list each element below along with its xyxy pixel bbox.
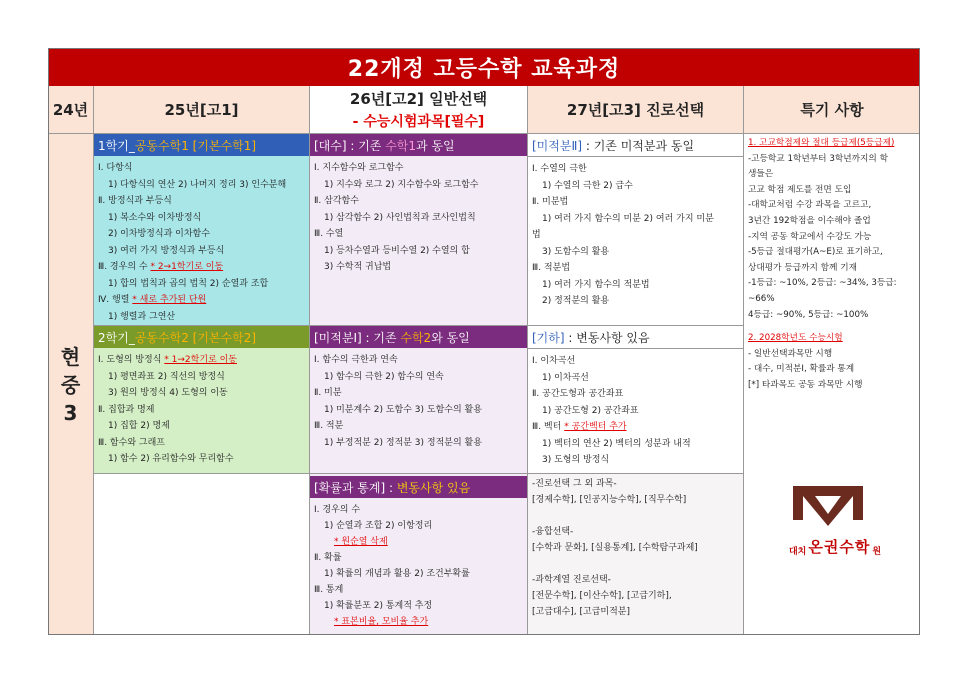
- semester1-head: 1학기_공동수학1 [기본수학1]: [94, 134, 309, 156]
- notes-title-1: 1. 고교학점제와 절대 등급제(5등급제): [748, 138, 895, 148]
- mijeok2-content: Ⅰ. 수열의 극한 1) 수열의 극한 2) 급수 Ⅱ. 미분법 1) 여러 가지 함수의 미분 2) 여러 가지 미분 법 3) 도함수의 활용 Ⅲ. 적분법 1) 여러 가지 함수의 적분법 2) 정적분의 활용: [532, 164, 714, 306]
- header-26-sub: - 수능시험과목[필수]: [352, 114, 485, 130]
- header-24: 24년: [48, 86, 94, 134]
- giha-content: Ⅰ. 이차곡선 1) 이차곡선 Ⅱ. 공간도형과 공간좌표 1) 공간도형 2) 공간좌표 Ⅲ. 벡터 * 공간벡터 추가 1) 벡터의 연산 2) 벡터의 성분과 내적 3) 도형의 방정식: [532, 356, 691, 465]
- daesu-content: Ⅰ. 지수함수와 로그함수 1) 지수와 로그 2) 지수함수와 로그함수 Ⅱ. 삼각함수 1) 삼각함수 2) 사인법칙과 코사인법칙 Ⅲ. 수열 1) 등차수열과 등비수열 2) 수열의 합 3) 수학적 귀납법: [314, 163, 479, 272]
- mijeok1-content: Ⅰ. 함수의 극한과 연속 1) 함수의 극한 2) 함수의 연속 Ⅱ. 미분 1) 미분계수 2) 도함수 3) 도함수의 활용 Ⅲ. 적분 1) 부정적분 2) 정적분 3) 정적분의 활용: [314, 355, 482, 448]
- semester2-content: Ⅰ. 도형의 방정식 * 1→2학기로 이동 1) 평면좌표 2) 직선의 방정식 3) 원의 방정식 4) 도형의 이동 Ⅱ. 집합과 명제 1) 집합 2) 명제 Ⅲ. 함수와 그래프 1) 함수 2) 유리함수와 무리함수: [98, 355, 237, 464]
- mijeok2-head: [미적분Ⅱ] : 기존 미적분과 동일: [528, 134, 743, 157]
- header-26: 26년[고2] 일반선택 - 수능시험과목[필수]: [310, 86, 528, 134]
- grade-label: 현중3: [48, 134, 94, 635]
- daesu-head: [대수] : 기존 수학1과 동일: [310, 134, 527, 156]
- others-content: -진로선택 그 외 과목- [경제수학], [인공지능수학], [직무수학] -융합선택- [수학과 문화], [실용통계], [수학탐구과제] -과학계열 진로선택- [전문수학], [이산수학], [고급기하], [고급대수], [고급미적분]: [532, 479, 698, 617]
- logo-text: 대치 온권수학 원: [788, 538, 882, 557]
- prob-content: Ⅰ. 경우의 수 1) 순열과 조합 2) 이항정리 * 원순열 삭제 Ⅱ. 확률 1) 확률의 개념과 활용 2) 조건부확률 Ⅲ. 통계 1) 확률분포 2) 통계적 추정 * 표본비율, 모비율 추가: [314, 505, 470, 627]
- mijeok1-head: [미적분Ⅰ] : 기존 수학2와 동일: [310, 326, 527, 348]
- page-title: 22개정 고등수학 교육과정: [48, 48, 920, 86]
- notes-title-2: 2. 2028학년도 수능시험: [748, 333, 843, 344]
- header-25: 25년[고1]: [94, 86, 310, 134]
- semester1-content: Ⅰ. 다항식 1) 다항식의 연산 2) 나머지 정리 3) 인수분해 Ⅱ. 방정식과 부등식 1) 복소수와 이차방정식 2) 이차방정식과 이차함수 3) 여러 가지 방정식과 부등식 Ⅲ. 경우의 수 * 2→1학기로 이동 1) 합의 법칙과 곱의 법칙 2) 순열과 조합 Ⅳ. 행렬 * 새로 추가된 단원 1) 행렬과 그연산: [98, 163, 287, 322]
- notes-content: 1. 고교학점제와 절대 등급제(5등급제) -고등학교 1학년부터 3학년까지의 학 생들은 고교 학점 제도를 전면 도입 -대학교처럼 수강 과목을 고르고, 3년간 192학점을 이수해야 졸업 -지역 공동 학교에서 수강도 가능 -5등급 절대평가(A~E)로 표기하고, 상대평가 등급까지 함께 기재 -1등급: ~10%, 2등급: ~34%, 3등급: ~66% 4등급: ~90%, 5등급: ~100% 2. 2028학년도 수능시험 - 일반선택과목만 시행 - 대수, 미적분Ⅰ, 확률과 통계 [*] 타과목도 공동 과목만 시행: [744, 134, 920, 396]
- table-frame: [48, 48, 920, 635]
- header-notes: 특기 사항: [744, 86, 920, 134]
- header-27: 27년[고3] 진로선택: [528, 86, 744, 134]
- semester2-head: 2학기_공동수학2 [기본수학2]: [94, 326, 309, 348]
- prob-head: [확률과 통계] : 변동사항 있음: [310, 476, 527, 498]
- giha-head: [기하] : 변동사항 있음: [528, 326, 743, 349]
